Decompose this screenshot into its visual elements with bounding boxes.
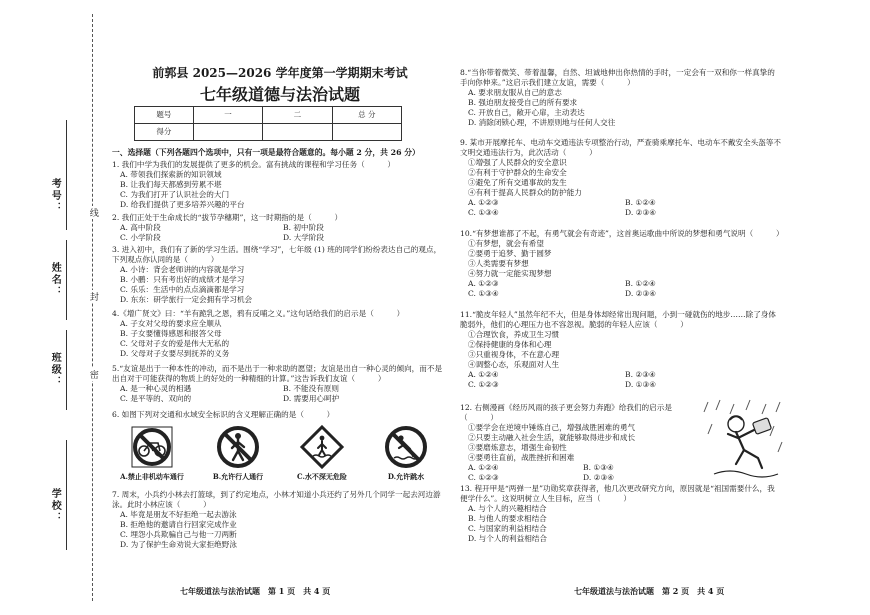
- option[interactable]: C. 父母对子女的爱是伟大无私的: [120, 339, 230, 349]
- exam-subtitle: 七年级道德与法治试题: [199, 85, 360, 104]
- footer-left: 七年级道法与法治试题 第 1 页 共 4 页: [180, 586, 331, 596]
- score-cell-one[interactable]: [193, 124, 262, 141]
- answer-choice[interactable]: D. ②③④: [583, 473, 615, 483]
- score-cell-two[interactable]: [263, 124, 332, 141]
- class-field[interactable]: [66, 330, 67, 410]
- no-diving-icon: [383, 424, 429, 470]
- option: ④有利于提高人民群众的防护能力: [468, 188, 582, 198]
- answer-choice[interactable]: B. ①②④: [625, 279, 656, 289]
- option[interactable]: D. 父母对子女要尽到抚养的义务: [120, 349, 230, 359]
- score-header-number: 题号: [135, 107, 194, 124]
- question-1: 1. 我们中学为我们的发展提供了更多的机会。富有挑战的课程和学习任务（ ） A. 带领我们探索新的知识领域 B. 让我们每天都感到劳累不堪 C. 为我们打开了认识社会的大门 D. 给我们提供了更多培养兴趣的平台: [112, 160, 446, 210]
- binding-margin: [0, 0, 108, 615]
- question-10: 10.“有梦想谁都了不起，有勇气就会有奇迹”，这首奥运歌曲中所说的梦想和勇气说明（ ） ①有梦想，就会有希望 ②要勇于追梦、勤于圆梦 ③人类需要有梦想 ④努力就一定能实现梦想 A. ①②③ B. ①②④ C. ①③④ D. ②③④: [460, 229, 784, 299]
- question-3: 3. 进入初中，我们有了新的学习生活。围绕“学习”，七年级 (1) 班的同学们纷纷表达自己的观点，下列观点你认同的是（ ） A. 小诗：背会老师讲的内容就是学习 B. 小鹏：只有考出好的成绩才是学习 C. 乐乐：生活中的点点滴滴都是学习 D. 东东：研学旅行一定会拥有学习机会: [112, 245, 446, 305]
- school-label: 学校：: [49, 488, 61, 524]
- sign-a[interactable]: [112, 424, 192, 481]
- no-pedestrian-icon: [215, 424, 261, 470]
- option[interactable]: A. 要求朋友服从自己的意志: [468, 88, 562, 98]
- answer-choice[interactable]: C. ①②③: [468, 380, 499, 390]
- class-label: 班级：: [49, 352, 61, 388]
- sign-c-label: C.水不深无危险: [297, 472, 347, 481]
- question-13: 13. 程开甲是“两弹一星”功勋奖章获得者，他几次更改研究方向，原因就是“祖国需要什么，我便学什么”。这说明树立人生目标，应当（ ） A. 与个人的兴趣相结合 B. 与他人的要求相结合 C. 与国家的利益相结合 D. 与个人的利益相结合: [460, 484, 782, 544]
- sign-b-label: B.允许行人通行: [212, 472, 264, 481]
- option[interactable]: D. 东东：研学旅行一定会拥有学习机会: [120, 295, 253, 305]
- answer-choice[interactable]: D. ②③④: [625, 289, 657, 299]
- option[interactable]: D. 消除闭锁心理，不讲原则地与任何人交往: [468, 118, 616, 128]
- option[interactable]: B. 初中阶段: [283, 223, 324, 233]
- option[interactable]: A. 毕竟是朋友不好拒绝一起去游泳: [120, 510, 237, 520]
- option[interactable]: C. 开放自己，敞开心扉，主动表达: [468, 108, 585, 118]
- exam-title: 前郭县 2025—2026 学年度第一学期期末考试: [152, 66, 408, 80]
- score-table: [134, 106, 402, 141]
- option[interactable]: C. 为我们打开了认识社会的大门: [120, 190, 230, 200]
- option[interactable]: A. 与个人的兴趣相结合: [468, 504, 547, 514]
- name-label: 姓名：: [49, 262, 61, 298]
- option: ③要磨炼意志，增强生命韧性: [468, 443, 567, 453]
- answer-choice[interactable]: A. ①②④: [468, 370, 499, 380]
- answer-choice[interactable]: C. ①②③: [468, 473, 499, 483]
- answer-choice[interactable]: C. ①③④: [468, 208, 499, 218]
- sign-d[interactable]: [366, 424, 446, 481]
- binding-cut-line: [92, 14, 93, 601]
- option: ②有利于守护群众的生命安全: [468, 168, 567, 178]
- question-9: 9. 某市开展摩托车、电动车交通违法专项整治行动，严查骑乘摩托车、电动车不戴安全头盔等不文明交通违法行为，此次活动（ ） ①增强了人民群众的安全意识 ②有利于守护群众的生命安全 ③避免了所有交通事故的发生 ④有利于提高人民群众的防护能力 A. ①②③ B. ①②④ C. ①③④ D. ②③④: [460, 138, 781, 218]
- question-5: 5.“友谊是出于一种本性的冲动，而不是出于一种求助的愿望；友谊是出自一种心灵的倾向，而不是出自对于可能获得的物质上的好处的一种精细的计算。”这告诉我们友谊（ ） A. 是一种心灵的相遇 B. 不能没有原则 C. 是平等的、双向的 D. 需要用心呵护: [112, 364, 446, 404]
- question-12: 12. 右侧漫画《经历风雨的孩子更会努力奔跑》给我们的启示是（ ） ①要学会在逆境中锤炼自己，增强战胜困难的勇气 ②只要主动融入社会生活，就能够取得进步和成长 ③要磨炼意志，增强生命韧性 ④要勇往直前，战胜挫折和困难 A. ①②④ B. ①③④ C. ①②③ D. ②③④: [460, 403, 698, 483]
- question-6: 6. 如图下列对交通和水域安全标识的含义理解正确的是（ ）: [112, 410, 335, 419]
- answer-choice[interactable]: A. ①②③: [468, 198, 499, 208]
- option[interactable]: B. 不能没有原则: [283, 384, 339, 394]
- option[interactable]: C. 小学阶段: [120, 233, 161, 243]
- option: ①有梦想，就会有希望: [468, 239, 544, 249]
- answer-choice[interactable]: A. ①②③: [468, 279, 499, 289]
- question-2: 2. 我们正处于生命成长的“拔节孕穗期”，这一时期指的是（ ） A. 高中阶段 B. 初中阶段 C. 小学阶段 D. 大学阶段: [112, 213, 446, 243]
- sign-a-label: A.禁止非机动车通行: [120, 472, 184, 481]
- answer-choice[interactable]: D. ②③④: [625, 208, 657, 218]
- name-field[interactable]: [66, 240, 67, 320]
- option[interactable]: B. 让我们每天都感到劳累不堪: [120, 180, 222, 190]
- running-child-cartoon: [700, 398, 788, 480]
- option: ①要学会在逆境中锤炼自己，增强战胜困难的勇气: [468, 423, 636, 433]
- answer-choice[interactable]: D. ①③④: [625, 380, 657, 390]
- cut-mark-seal: 封: [87, 292, 98, 301]
- question-11: 11.“脆皮年轻人”虽然年纪不大，但是身体却经常出现问题，小到一碰就伤的地步……除了身体脆弱外，他们的心理压力也不容忽视。脆弱的年轻人应该（ ） ①合理饮食，养成卫生习惯 ②保持健康的身体和心理 ③只重视身体，不在意心理 ④调整心态，乐观面对人生 A. ①②④ B. ②③④ C. ①②③ D. ①③④: [460, 310, 782, 390]
- answer-choice[interactable]: B. ①③④: [583, 463, 614, 473]
- question-4: 4.《增广贤文》曰：“羊有跪乳之恩，鸦有反哺之义。”这句话给我们的启示是（ ） A. 子女对父母的要求应全顺从 B. 子女要懂得感恩和报答父母 C. 父母对子女的爱是伟大无私的 D. 父母对子女要尽到抚养的义务: [112, 309, 446, 359]
- sign-b[interactable]: [198, 424, 278, 481]
- option[interactable]: A. 高中阶段: [120, 223, 161, 233]
- option: ③避免了所有交通事故的发生: [468, 178, 567, 188]
- option: ①增强了人民群众的安全意识: [468, 158, 567, 168]
- score-header-one: 一: [193, 107, 262, 124]
- sign-d-label: D.允许跳水: [387, 472, 425, 481]
- option[interactable]: A. 带领我们探索新的知识领域: [120, 170, 222, 180]
- cut-mark-secret: 密: [87, 370, 98, 379]
- option: ④要勇往直前，战胜挫折和困难: [468, 453, 575, 463]
- exam-number-field[interactable]: [66, 120, 67, 230]
- question-7: 7. 周末，小兵约小林去打篮球，到了约定地点，小林才知道小兵还约了另外几个同学一起去河边游泳。此时小林应该（ ） A. 毕竟是朋友不好拒绝一起去游泳 B. 拒绝他的邀请自行回家完成作业 C. 埋怨小兵欺骗自己与他一刀两断 D. 为了保护生命劝说大家拒绝野泳: [112, 490, 446, 550]
- option: ③人类需要有梦想: [468, 259, 529, 269]
- option[interactable]: B. 小鹏：只有考出好的成绩才是学习: [120, 275, 245, 285]
- option: ③只重视身体，不在意心理: [468, 350, 560, 360]
- deep-water-warning-icon: [299, 424, 345, 470]
- option[interactable]: B. 强迫朋友接受自己的所有要求: [468, 98, 578, 108]
- option[interactable]: D. 大学阶段: [283, 233, 325, 243]
- option: ②保持健康的身体和心理: [468, 340, 552, 350]
- option: ②只要主动融入社会生活，就能够取得进步和成长: [468, 433, 636, 443]
- answer-choice[interactable]: A. ①②④: [468, 463, 499, 473]
- safety-signs: [112, 424, 446, 488]
- question-8: 8.“当你带着微笑、带着温馨，自然、坦诚地伸出你热情的手时，一定会有一双和你一样真挚的手向你伸来。”这启示我们建立友谊，需要（ ） A. 要求朋友服从自己的意志 B. 强迫朋友接受自己的所有要求 C. 开放自己，敞开心扉，主动表达 D. 消除闭锁心理，不讲原则地与任何人交往: [460, 68, 782, 128]
- option[interactable]: B. 子女要懂得感恩和报答父母: [120, 329, 222, 339]
- option[interactable]: C. 是平等的、双向的: [120, 394, 192, 404]
- running-child-in-rain-icon: [700, 398, 788, 480]
- option[interactable]: B. 与他人的要求相结合: [468, 514, 547, 524]
- option[interactable]: D. 需要用心呵护: [283, 394, 340, 404]
- section-heading: 一、选择题（下列各题四个选项中，只有一项是最符合题意的。每小题 2 分，共 26 分）: [112, 148, 420, 157]
- option[interactable]: B. 拒绝他的邀请自行回家完成作业: [120, 520, 237, 530]
- option[interactable]: C. 与国家的利益相结合: [468, 524, 547, 534]
- option[interactable]: C. 乐乐：生活中的点点滴滴都是学习: [120, 285, 245, 295]
- school-field[interactable]: [66, 440, 67, 550]
- sign-c[interactable]: [282, 424, 362, 481]
- option: ④努力就一定能实现梦想: [468, 269, 552, 279]
- option[interactable]: A. 子女对父母的要求应全顺从: [120, 319, 222, 329]
- score-header-total: 总 分: [332, 107, 401, 124]
- option: ④调整心态，乐观面对人生: [468, 360, 560, 370]
- answer-choice[interactable]: B. ②③④: [625, 370, 656, 380]
- footer-right: 七年级道法与法治试题 第 2 页 共 4 页: [574, 586, 725, 596]
- cut-mark-line: 线: [87, 208, 98, 217]
- score-header-two: 二: [263, 107, 332, 124]
- option[interactable]: A. 是一种心灵的相遇: [120, 384, 192, 394]
- option[interactable]: C. 埋怨小兵欺骗自己与他一刀两断: [120, 530, 237, 540]
- score-cell-total[interactable]: [332, 124, 401, 141]
- exam-number-label: 考号：: [49, 178, 61, 214]
- option[interactable]: D. 与个人的利益相结合: [468, 534, 547, 544]
- no-bicycle-icon: [129, 424, 175, 470]
- option[interactable]: A. 小诗：背会老师讲的内容就是学习: [120, 265, 245, 275]
- option[interactable]: D. 给我们提供了更多培养兴趣的平台: [120, 200, 245, 210]
- score-row-label: 得分: [135, 124, 194, 141]
- answer-choice[interactable]: B. ①②④: [625, 198, 656, 208]
- option[interactable]: D. 为了保护生命劝说大家拒绝野泳: [120, 540, 237, 550]
- answer-choice[interactable]: C. ①③④: [468, 289, 499, 299]
- option: ②要勇于追梦、勤于圆梦: [468, 249, 552, 259]
- option: ①合理饮食，养成卫生习惯: [468, 330, 560, 340]
